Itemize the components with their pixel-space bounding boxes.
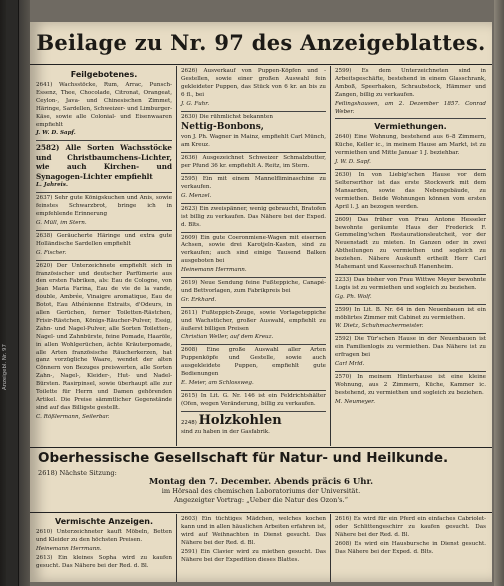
- section-heading-feilgebotenes: Feilgebotenes.: [70, 70, 138, 79]
- society-top-rule: [30, 447, 492, 448]
- society-bottom-rule: [30, 512, 492, 513]
- ad-2637-signature: G. Müll, im Stern.: [36, 219, 87, 226]
- ad-2615: 2615) In Lit. G. Nr. 146 ist ein Feldrichtshälter (Ofen, wegen Veränderung, billig zu verkaufen.: [181, 392, 326, 407]
- ad-separator: [335, 274, 486, 275]
- society-notice: [38, 469, 484, 505]
- column-divider-2: [330, 66, 331, 446]
- ad-2641: 2641) Wachsstöcke, Rum, Arrac, Punsch-Essenz, Thee, Chocolade, Citronat, Orangeat, Ceylon-, Java- und Chinesischen Zimmet, Häringe, Sardellen, Schweizer- und Limburger-Käse, sowie alle Colonial- und Eisenwaaren empfiehlt: [36, 82, 172, 128]
- ad-2582: 2582) Alle Sorten Wachsstöcke und Christbaumchens-Lichter, wie auch Kirchen- und Synagogen-Lichter empfiehlt: [36, 143, 172, 181]
- ad-2591: 2591) Ein Clavier wird zu miethen gesucht. Das Nähere bei der Expedition dieses Blattes.: [181, 548, 326, 563]
- ad-2233: 2233) Das bisher von Frau Wittwe Meyer bewohnte Logis ist zu vermiethen und sogleich zu beziehen.: [335, 276, 486, 291]
- ad-2570-signature: M. Neumeyer.: [335, 398, 376, 405]
- ad-2248-title: Holzkohlen: [198, 412, 282, 428]
- ad-2610: 2610) Unterzeichneter kauft Möbeln, Betten und Kleider zu den höchsten Preisen.: [36, 529, 172, 543]
- ad-2592-signature: Carl Mrld.: [335, 361, 365, 368]
- ad-separator: [181, 152, 326, 153]
- ad-separator: [181, 344, 326, 345]
- column-3: [335, 68, 486, 408]
- ad-separator: [335, 371, 486, 372]
- ad-separator: [181, 173, 326, 174]
- ad-2620: 2620) Der Unterzeichnete empfiehlt sich in französischer und deutscher Parfümerie aus den ersten Fabriken, als: Eau de Cologne, von Jean Maria Farina, Eau de vie de la vande, double, Ambrée, Vinaigre aromatique, Eau de Botot, Eau Athénienne Extraits, d'Odeurs, in allen Gerüchen, ferner Toiletten-Rästchen, Frisir-Rästchen, Königs-Räucher-Pulver, Essig, Zahn- und Nagel-Pulver, alle Sorten Toiletten-, Nagel- und Zahnbürste, feine Pomade, Haaröle, in allen Wohlgerüchen, ächte Kräuterpomade, alle Arten französische Räucherkerzen, hat ganz vorzügliche Waare, wendet der alten Cönnern von Bezuges preiswerten, alle Sorten Zahn-, Nagel-, Kleider-, Hut- und Nadel-Bürsten. Rasirpinsel, sowie überhaupt alle zur Toilette für Herrn und Damen gehörenden Artikel. Die Preise sämmtlicher Gegenstände sind auf das Billigste gestellt.: [36, 262, 172, 411]
- ad-2599b: 2599) In Lit. B. Nr. 64 in den Neuenbauen ist ein möblirtes Zimmer mit Cabinet zu vermiethen.: [335, 306, 486, 321]
- ad-2611-signature: Christian Weller, auf dem Kreuz.: [181, 334, 274, 341]
- ad-2570: 2570) In meinem Hinterhause ist eine kleine Wohnung, aus 2 Zimmern, Küche, Kammer ic. bestehend, zu vermiethen und sogleich zu beziehen.: [335, 374, 486, 396]
- ad-2608-signature: E. Meier, am Schlossweg.: [181, 380, 254, 386]
- ad-2637: 2637) Sehr gute Königskuchen und Anis, sowie feinstes Schwarzbrot, bringe ich in empfehlende Erinnerung: [36, 195, 172, 218]
- ad-2599a: 2599) Es dem Unterzeichneten sind in Arbeitsgeschäfte, bestehend in einem Glasschrank, Amboß, Speerhaken, Schraubstock, Hämmer und Zangen, billig zu verkaufen.: [335, 68, 486, 98]
- bottom-divider-1: [176, 514, 177, 582]
- ad-2630-intro: 2630) Die rühmlichst bekannten: [181, 113, 273, 120]
- ad-separator: [36, 260, 172, 261]
- bottom-column-2: [181, 516, 326, 565]
- section-heading-vermischte: Vermischte Anzeigen.: [54, 517, 154, 526]
- ad-2609-signature: Heinemann Herrmann.: [181, 267, 247, 274]
- ad-2630b: 2630) In von Liebig'schen Hause vor dem Selterserthor ist das erste Stockwerk mit dem Mansarden, sowie das Nebengebäude, zu vermiethen. Beide Wohnungen können vom ersten April l. J. an bezogen werden.: [335, 172, 486, 210]
- ad-2616: 2616) Es wird für ein Pferd ein einfaches Cabriolet- oder Schlittengeschirr zu kaufen gesucht. Das Nähere bei der Red. d. Bl.: [335, 516, 486, 538]
- ad-2609b: 2609) Das früher von Frau Antone Hesseler bewohnte geräumte Haus der Frederick F. Gemmeling'schen Restaurationsleutcheit, vor der Neuenstadt zu mieten. In Ganzen oder in zwei Abtheilungen zu vermiethen und sogleich zu beziehen. Nähere Auskunft ertheilt Herr Carl Mahemant und Kassenschuß Hanenheim.: [335, 216, 486, 271]
- binding-label: Anzeigebl. Nr. 97: [2, 344, 8, 390]
- ad-separator: [36, 230, 172, 231]
- ad-separator: [181, 277, 326, 278]
- ad-2620-signature: C. Rößlermann, Seilerbar.: [36, 413, 110, 420]
- ad-separator: [335, 214, 486, 215]
- ad-separator: [181, 111, 326, 112]
- ad-2636: 2636) Ausgezeichnet Schweizer Schmalzbutter, per Pfund 36 kr. empfiehlt A. Reitz, im Stern.: [181, 155, 326, 170]
- ad-2626: 2626) Ausverkauf von Puppen-Köpfen und -Gestellen, sowie einer großen Auswahl fein gekleideter Puppen, das Stück von 6 kr. an bis zu 6 fl., bei: [181, 68, 326, 98]
- ad-2610-signature: Heinemann Herrmann.: [36, 545, 102, 552]
- ad-2599a-signature: Feilingshausen, am 2. Dezember 1857. Conrad Weber.: [335, 100, 486, 115]
- ad-separator: [335, 304, 486, 305]
- society-title: Oberhessische Gesellschaft für Natur- und Heilkunde.: [38, 450, 449, 466]
- book-binding: [0, 0, 30, 586]
- ad-2630-title: Nettig-Bonbons,: [181, 122, 264, 133]
- society-line-4: Angezeigter Vortrag: „Ueber die Natur des Ozon's.“: [174, 496, 348, 504]
- ad-separator: [181, 203, 326, 204]
- bottom-column-3: [335, 516, 486, 558]
- ad-2582-signature: L. Jahreis.: [36, 182, 68, 189]
- ad-2619-signature: Gr. Erkhard.: [181, 296, 217, 303]
- ad-separator: [181, 232, 326, 233]
- ad-separator: [181, 390, 326, 391]
- ad-2623: 2623) Ein zweispänner, wenig gebraucht, Bratofen ist billig zu verkaufen. Das Nähere bei der Exped. d. Blts.: [181, 205, 326, 228]
- ad-2608b: 2608) Es wird ein Hausbursche in Dienst gesucht. Das Nähere bei der Exped. d. Blts.: [335, 540, 486, 555]
- ad-2626-signature: J. G. Fuhr.: [181, 100, 210, 107]
- ad-2248-number: 2248): [181, 419, 197, 426]
- ad-2248-heading: [181, 414, 326, 428]
- bottom-divider-2: [330, 514, 331, 582]
- bottom-column-1: [36, 515, 172, 572]
- binding-strip: [6, 0, 19, 586]
- ad-2248: sind zu haben in der Gasfabrik.: [181, 428, 270, 435]
- newspaper-page: [30, 22, 492, 582]
- column-2: [181, 68, 326, 438]
- ad-separator: [335, 333, 486, 334]
- title-rule: [30, 64, 492, 65]
- column-divider-1: [176, 66, 177, 446]
- ad-2608: 2608) Eine große Auswahl aller Arten Puppenköpfe und Gestelle, sowie auch ausgekleidete Puppen, empfiehlt gute Bedienungen: [181, 347, 326, 378]
- ad-separator: [36, 192, 172, 193]
- ad-2638: 2638) Geräucherte Häringe und extra gute Holländische Sardellen empfiehlt: [36, 232, 172, 247]
- ad-2630: von J. Ph. Wagner in Mainz, empfiehlt Carl Münch, am Kreuz.: [181, 134, 326, 149]
- ad-2619: 2619) Neue Sendung feine Fußteppiche, Canapé- und Bettvorlagen, zum Fabrikpreis bei: [181, 280, 326, 294]
- ad-separator: [181, 307, 326, 308]
- ad-2595-signature: G. Menzel.: [181, 192, 212, 199]
- ad-2638-signature: G. Fischer.: [36, 249, 67, 256]
- page-title: Beilage zu Nr. 97 des Anzeigeblattes.: [36, 30, 486, 55]
- ad-2640-signature: J. W. D. Sapf.: [335, 159, 371, 166]
- ad-2595: 2595) Ein mit einem Mannelfliminaschine zu verkaufen.: [181, 176, 326, 190]
- ad-2641-signature: J. W. D. Sapf.: [36, 130, 76, 137]
- section-heading-vermiethungen: Vermiethungen.: [374, 122, 447, 132]
- ad-separator: [335, 118, 486, 119]
- ad-2640: 2640) Eine Wohnung, bestehend aus 6–8 Zimmern, Küche, Keller ic., in meinem Hause am Markt, ist zu vermiethen und Mitte Januar 1 J. beziehbar.: [335, 134, 486, 157]
- page-edge: [494, 0, 504, 586]
- ad-2611: 2611) Fußteppich-Zeuge, sowie Vorlageteppiche und Wachstücher, großer Auswahl, empfiehlt zu äußerst billigen Preisen: [181, 309, 326, 332]
- ad-2603: 2603) Ein tüchtiges Mädchen, welches kochen kann und in allen häuslichen Arbeiten erfahren ist, wird auf Weihnachten in Dienst gesucht. Das Nähere bei der Red. d. Bl.: [181, 516, 326, 546]
- ad-2599b-signature: W. Dietz, Schuhmachermeister.: [335, 323, 424, 330]
- society-line-2: Montag den 7. December. Abends präcis 6 Uhr.: [148, 477, 374, 487]
- column-1: [36, 68, 172, 423]
- ad-separator: [36, 140, 172, 141]
- ad-separator: [335, 169, 486, 170]
- society-line-3: im Hörsaal des chemischen Laboratoriums der Universität.: [161, 487, 361, 495]
- ad-2233-signature: Gg. Ph. Wolf.: [335, 293, 372, 300]
- society-line-1: 2618) Nächste Sitzung:: [38, 469, 117, 477]
- ad-2613: 2613) Ein kleines Sopha wird zu kaufen gesucht. Das Nähere bei der Red. d. Bl.: [36, 554, 172, 569]
- ad-2592: 2592) Die Tür'schen Hause in der Neuenbauen ist ein Familienlogis zu vermiethen. Das Nähere ist zu erfragen bei: [335, 336, 486, 359]
- ad-2609: 2609) Ein gute Coeronmiene-Wagen mit eisernen Achsen, sowie drei Karotjeln-Kasten, sind zu verkaufen; auch sind einige Tausend Balken ausgeboten bei: [181, 234, 326, 265]
- ad-separator: [181, 411, 326, 412]
